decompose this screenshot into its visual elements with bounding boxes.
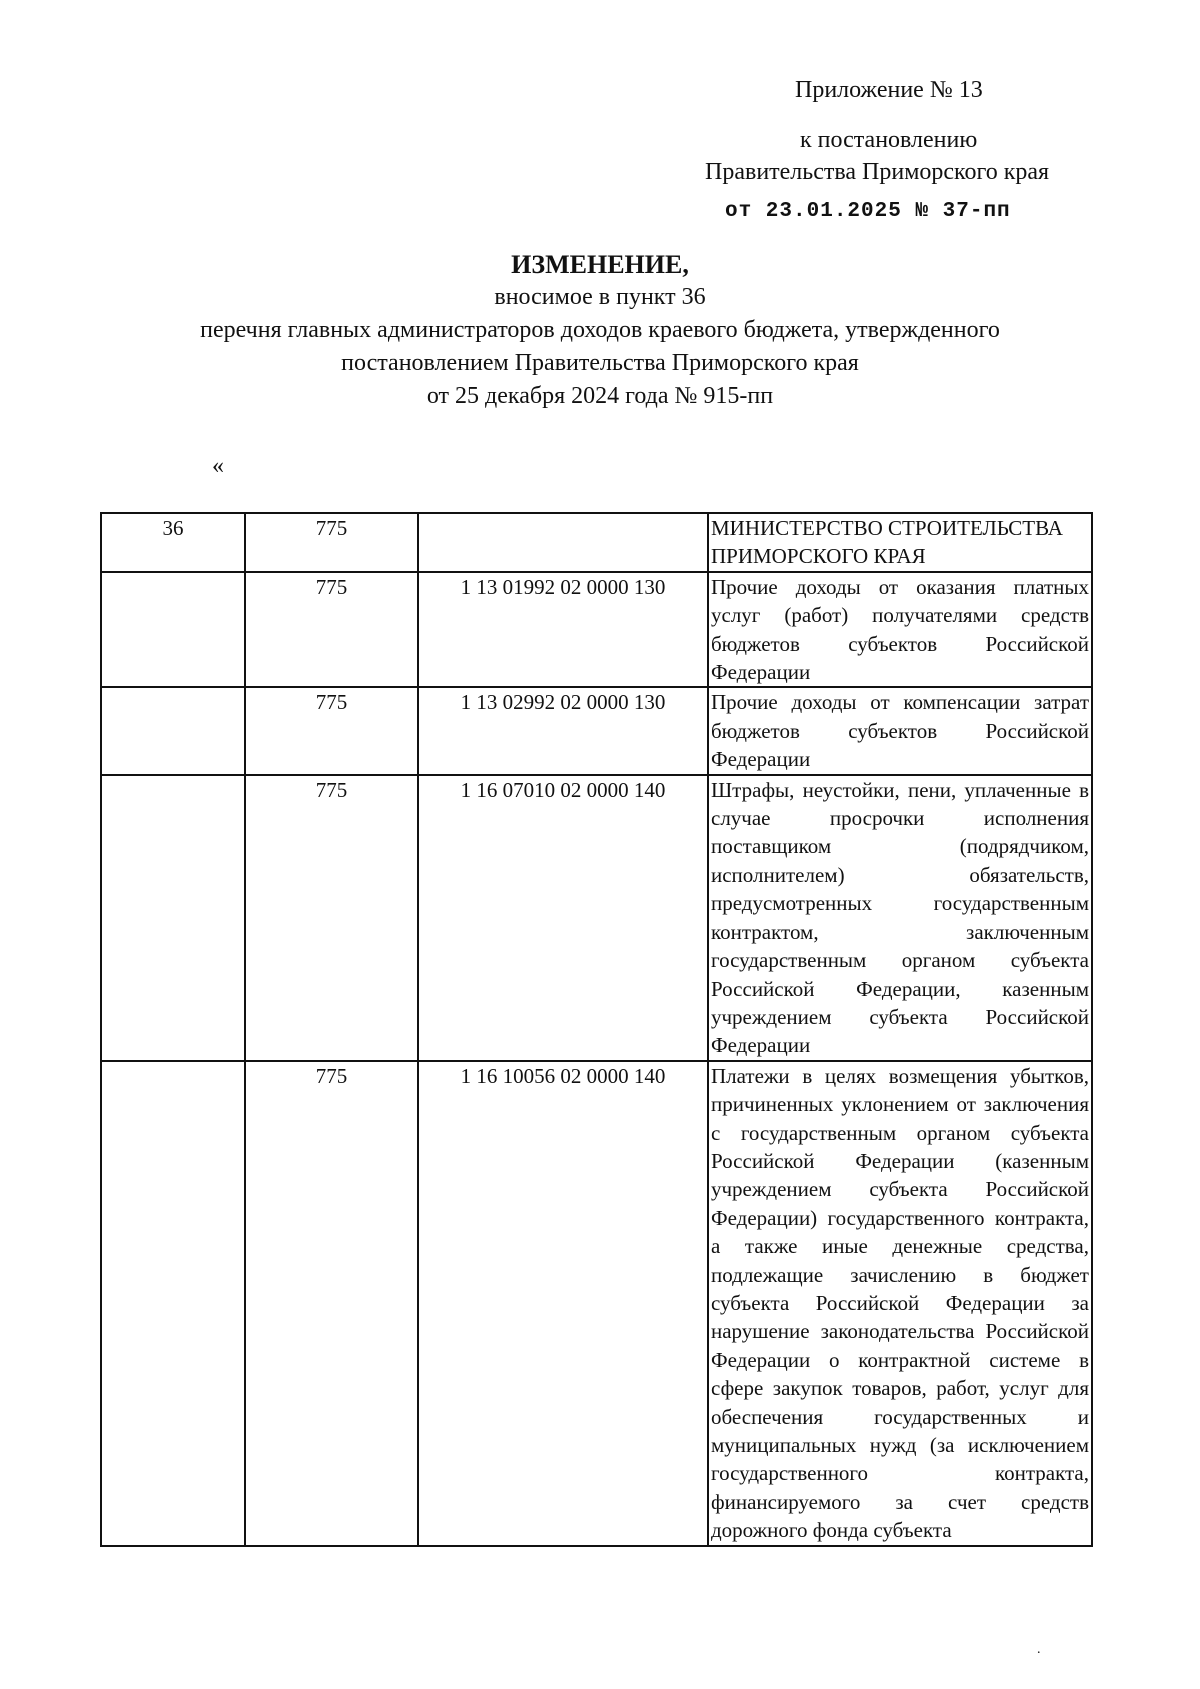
- administrator-code: 775: [245, 775, 418, 1061]
- table-row: [101, 513, 1092, 572]
- revenue-code: [418, 513, 708, 572]
- appendix-authority: Правительства Приморского края: [705, 159, 1050, 185]
- revenue-description: Прочие доходы от оказания платных услуг (работ) получателями средств бюджетов субъектов Российской Федерации: [708, 572, 1092, 688]
- heading-line-2: перечня главных администраторов доходов краевого бюджета, утвержденного: [200, 317, 1000, 343]
- footer-mark: .: [1037, 1642, 1041, 1657]
- revenue-code: 1 13 01992 02 0000 130: [418, 572, 708, 688]
- document-heading: [0, 248, 1200, 413]
- decree-date-stamp: от 23.01.2025 № 37-пп: [725, 200, 1011, 223]
- heading-title: ИЗМЕНЕНИЕ,: [511, 250, 689, 279]
- revenue-description: Платежи в целях возмещения убытков, причиненных уклонением от заключения с государственным органом субъекта Российской Федерации (казенным учреждением субъекта Российской Федерации) государственного контракта, а также иные денежные средства, подлежащие зачислению в бюджет субъекта Российской Федерации за нарушение законодательства Российской Федерации о контрактной системе в сфере закупок товаров, работ, услуг для обеспечения государственных и муниципальных нужд (за исключением государственного контракта, финансируемого за счет средств дорожного фонда субъекта: [708, 1061, 1092, 1546]
- revenue-administrators-table: [100, 512, 1093, 1547]
- table-row: [101, 1061, 1092, 1546]
- row-number: 36: [101, 513, 245, 572]
- revenue-code: 1 16 10056 02 0000 140: [418, 1061, 708, 1546]
- row-number: [101, 572, 245, 688]
- row-number: [101, 1061, 245, 1546]
- appendix-title: Приложение № 13: [795, 77, 983, 103]
- revenue-code: 1 16 07010 02 0000 140: [418, 775, 708, 1061]
- table-row: [101, 775, 1092, 1061]
- row-number: [101, 687, 245, 774]
- revenue-description: МИНИСТЕРСТВО СТРОИТЕЛЬСТВА ПРИМОРСКОГО КРАЯ: [708, 513, 1092, 572]
- opening-quote: «: [212, 453, 224, 479]
- heading-line-1: вносимое в пункт 36: [494, 284, 706, 310]
- heading-line-3: постановлением Правительства Приморского края: [341, 350, 859, 376]
- administrator-code: 775: [245, 513, 418, 572]
- revenue-description: Штрафы, неустойки, пени, уплаченные в случае просрочки исполнения поставщиком (подрядчиком, исполнителем) обязательств, предусмотренных государственным контрактом, заключенным государственным органом субъекта Российской Федерации, казенным учреждением субъекта Российской Федерации: [708, 775, 1092, 1061]
- row-number: [101, 775, 245, 1061]
- administrator-code: 775: [245, 1061, 418, 1546]
- administrator-code: 775: [245, 687, 418, 774]
- table-row: [101, 687, 1092, 774]
- revenue-code: 1 13 02992 02 0000 130: [418, 687, 708, 774]
- revenue-description: Прочие доходы от компенсации затрат бюджетов субъектов Российской Федерации: [708, 687, 1092, 774]
- table-row: [101, 572, 1092, 688]
- appendix-reference: к постановлению: [800, 127, 978, 153]
- administrator-code: 775: [245, 572, 418, 688]
- heading-line-4: от 25 декабря 2024 года № 915-пп: [426, 383, 774, 409]
